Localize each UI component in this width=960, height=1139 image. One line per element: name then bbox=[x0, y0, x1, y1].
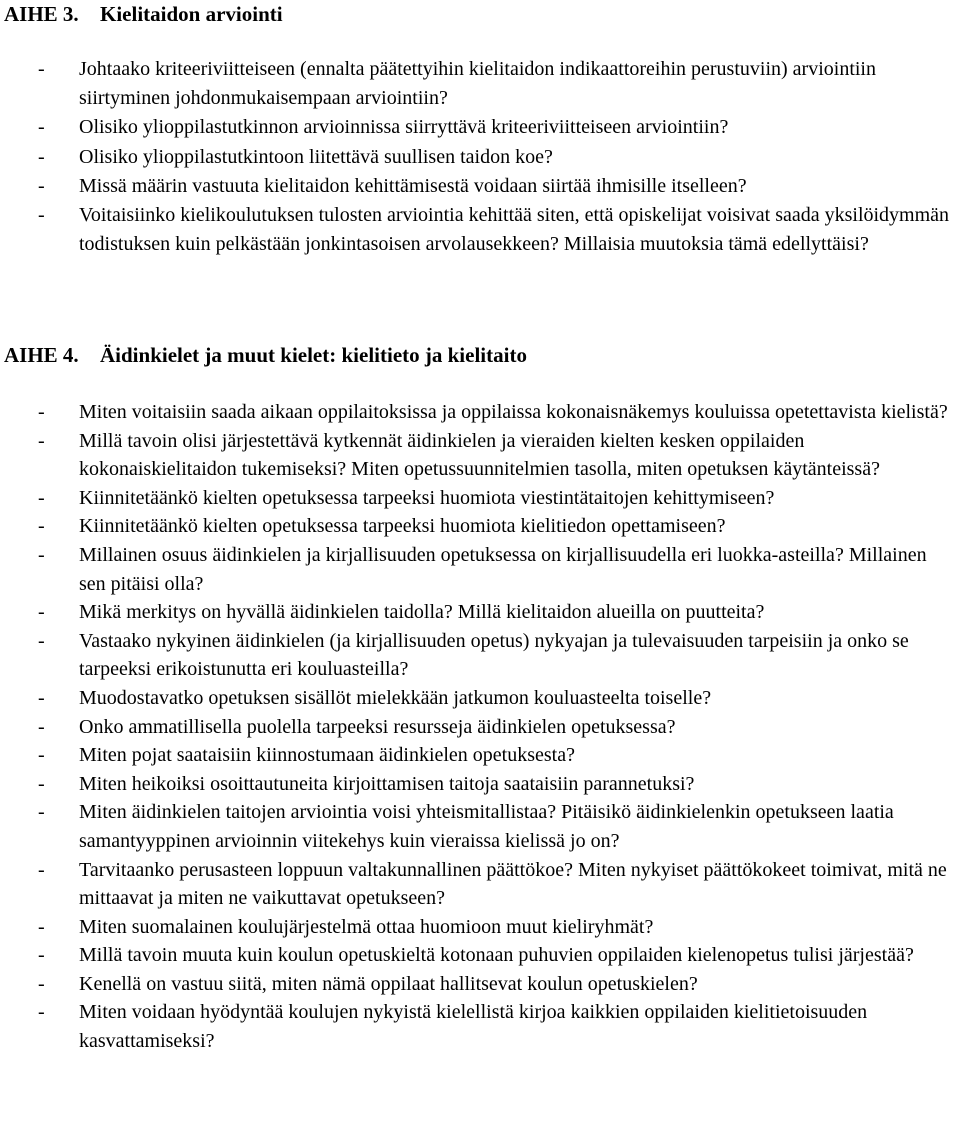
list-dash: - bbox=[38, 915, 45, 938]
list-item bbox=[0, 941, 960, 970]
list-dash: - bbox=[38, 601, 45, 624]
list-dash: - bbox=[38, 174, 45, 197]
list-item-text: Onko ammatillisella puolella tarpeeksi resursseja äidinkielen opetuksessa? bbox=[79, 715, 676, 738]
list-item bbox=[0, 627, 960, 684]
list-item-text: Kiinnitetäänkö kielten opetuksessa tarpeeksi huomiota kielitiedon opettamiseen? bbox=[79, 515, 726, 538]
section-title: Äidinkielet ja muut kielet: kielitieto ja kielitaito bbox=[100, 343, 527, 367]
list-item-text: Olisiko ylioppilastutkinnon arvioinnissa siirryttävä kriteeriviitteiseen arviointiin? bbox=[79, 116, 729, 139]
list-item bbox=[0, 598, 960, 627]
list-item bbox=[0, 484, 960, 513]
list-item bbox=[0, 970, 960, 999]
section-title: Kielitaidon arviointi bbox=[100, 2, 283, 26]
list-item-text: Millä tavoin muuta kuin koulun opetuskieltä kotonaan puhuvien oppilaiden kielenopetus tulisi järjestää? bbox=[79, 944, 914, 967]
list-item bbox=[0, 55, 960, 113]
list-item bbox=[0, 398, 960, 427]
list-dash: - bbox=[38, 744, 45, 767]
list-item-text: Miten voitaisiin saada aikaan oppilaitoksissa ja oppilaissa kokonaisnäkemys kouluissa opetettavista kielistä? bbox=[79, 401, 948, 423]
list-item-text: Mikä merkitys on hyvällä äidinkielen taidolla? Millä kielitaidon alueilla on puutteita? bbox=[79, 601, 765, 624]
list-dash: - bbox=[38, 1001, 45, 1024]
list-item bbox=[0, 172, 960, 201]
list-dash: - bbox=[38, 515, 45, 538]
list-item bbox=[0, 856, 960, 913]
section-number: AIHE 3. bbox=[4, 2, 79, 26]
question-list-aihe-3 bbox=[0, 55, 960, 259]
question-list-aihe-4 bbox=[0, 398, 960, 1056]
list-dash: - bbox=[38, 58, 45, 80]
list-item bbox=[0, 713, 960, 742]
list-dash: - bbox=[38, 204, 45, 227]
list-dash: - bbox=[38, 972, 45, 995]
list-dash: - bbox=[38, 486, 45, 509]
list-item-text: Millä tavoin olisi järjestettävä kytkennät äidinkielen ja vieraiden kielten kesken oppilaiden kokonaiskielitaidon tukemiseksi? Miten opetussuunnitelmien tasolla, miten opetuksen käytänteissä? bbox=[79, 429, 880, 481]
list-dash: - bbox=[38, 715, 45, 738]
list-item bbox=[0, 201, 960, 259]
list-item-text: Vastaako nykyinen äidinkielen (ja kirjallisuuden opetus) nykyajan ja tulevaisuuden tarpeisiin ja onko se tarpeeksi erikoistunutta eri kouluasteilla? bbox=[79, 629, 909, 681]
list-item-text: Missä määrin vastuuta kielitaidon kehittämisestä voidaan siirtää ihmisille itselleen? bbox=[79, 174, 747, 197]
list-item-text: Kiinnitetäänkö kielten opetuksessa tarpeeksi huomiota viestintätaitojen kehittymiseen? bbox=[79, 486, 775, 509]
list-item bbox=[0, 512, 960, 541]
list-item bbox=[0, 113, 960, 142]
list-item-text: Miten heikoiksi osoittautuneita kirjoittamisen taitoja saataisiin parannetuksi? bbox=[79, 772, 695, 795]
section-heading-aihe-4 bbox=[0, 343, 960, 367]
list-item bbox=[0, 684, 960, 713]
list-item-text: Johtaako kriteeriviitteiseen (ennalta päätettyihin kielitaidon indikaattoreihin perustuviin) arviointiin siirtyminen johdonmukaisempaan arviointiin? bbox=[79, 58, 876, 110]
list-dash: - bbox=[38, 429, 45, 452]
list-item-text: Tarvitaanko perusasteen loppuun valtakunnallinen päättökoe? Miten nykyiset päättökokeet toimivat, mitä ne mittaavat ja miten ne vaikuttavat opetukseen? bbox=[79, 858, 947, 910]
list-dash: - bbox=[38, 116, 45, 139]
list-item-text: Millainen osuus äidinkielen ja kirjallisuuden opetuksessa on kirjallisuudella eri luokka-asteilla? Millainen sen pitäisi olla? bbox=[79, 543, 927, 595]
list-dash: - bbox=[38, 686, 45, 709]
list-item bbox=[0, 427, 960, 484]
list-item-text: Voitaisiinko kielikoulutuksen tulosten arviointia kehittää siten, että opiskelijat voisivat saada yksilöidymmän todistuksen kuin pelkästään jonkintasoisen arvolausekkeen? Millaisia muutoksia tämä edellyttäisi? bbox=[79, 204, 950, 256]
list-item bbox=[0, 741, 960, 770]
list-item bbox=[0, 541, 960, 598]
list-item-text: Miten äidinkielen taitojen arviointia voisi yhteismitallistaa? Pitäisikö äidinkielenkin opetukseen laatia samantyyppinen arvioinnin viitekehys kuin vieraissa kielissä jo on? bbox=[79, 801, 894, 852]
list-item bbox=[0, 143, 960, 172]
list-dash: - bbox=[38, 772, 45, 795]
list-item bbox=[0, 798, 960, 855]
list-dash: - bbox=[38, 629, 45, 652]
list-dash: - bbox=[38, 401, 45, 423]
list-item-text: Miten suomalainen koulujärjestelmä ottaa huomioon muut kieliryhmät? bbox=[79, 915, 654, 938]
section-heading-aihe-3 bbox=[0, 2, 960, 26]
list-item-text: Miten voidaan hyödyntää koulujen nykyistä kielellistä kirjoa kaikkien oppilaiden kielitietoisuuden kasvattamiseksi? bbox=[79, 1001, 868, 1053]
list-item-text: Olisiko ylioppilastutkintoon liitettävä suullisen taidon koe? bbox=[79, 145, 553, 168]
list-item-text: Miten pojat saataisiin kiinnostumaan äidinkielen opetuksesta? bbox=[79, 744, 575, 767]
list-dash: - bbox=[38, 801, 45, 824]
list-item bbox=[0, 770, 960, 799]
list-item bbox=[0, 998, 960, 1055]
list-dash: - bbox=[38, 858, 45, 881]
list-item bbox=[0, 913, 960, 942]
list-item-text: Kenellä on vastuu siitä, miten nämä oppilaat hallitsevat koulun opetuskielen? bbox=[79, 972, 698, 995]
list-dash: - bbox=[38, 944, 45, 967]
list-dash: - bbox=[38, 543, 45, 566]
list-item-text: Muodostavatko opetuksen sisällöt mielekkään jatkumon kouluasteelta toiselle? bbox=[79, 686, 712, 709]
section-number: AIHE 4. bbox=[4, 343, 79, 367]
list-dash: - bbox=[38, 145, 45, 168]
